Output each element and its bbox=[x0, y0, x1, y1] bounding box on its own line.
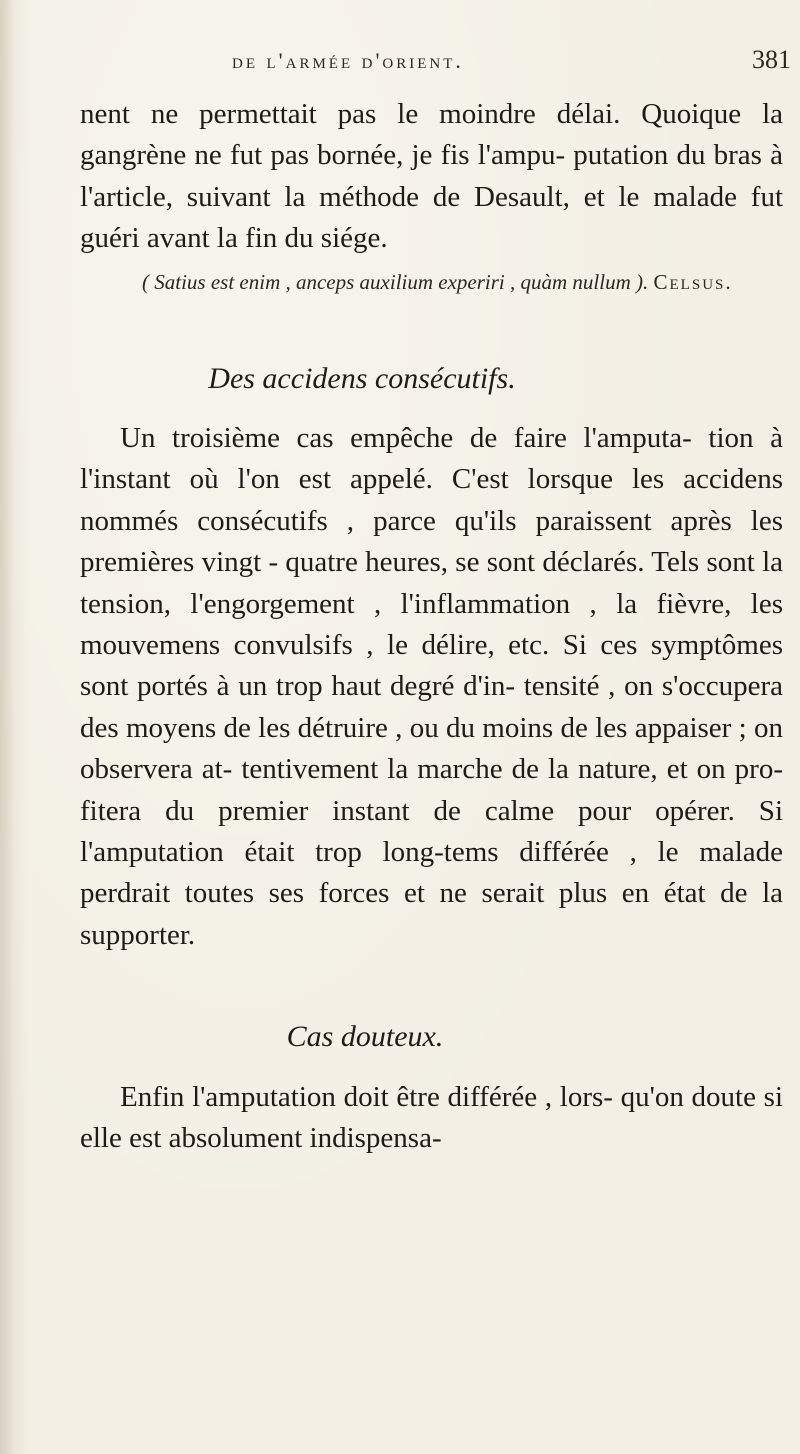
latin-quotation bbox=[142, 264, 742, 301]
page-gutter-shadow bbox=[0, 0, 14, 1454]
page-number: 381 bbox=[752, 45, 791, 74]
quotation-author: Celsus. bbox=[653, 270, 733, 294]
paragraph-cas-douteux bbox=[80, 1077, 783, 1160]
paragraph-continuation bbox=[80, 94, 783, 260]
section-heading-cas-douteux: Cas douteux. bbox=[286, 1020, 444, 1053]
paragraph-text: Un troisième cas empêche de faire l'amputa- tion à l'instant où l'on est appelé. C'est lorsque les accidens nommés consécutifs , parce qu'ils paraissent après les premières vingt - quatre heures, se sont déclarés. Tels sont la tension, l'engorgement , l'inflammation , la fièvre, les mouvemens convulsifs , le délire, etc. Si ces symptômes sont portés à un trop haut degré d'in- tensité , on s'occupera des moyens de les détruire , ou du moins de les appaiser ; on observera at- tentivement la marche de la nature, et on pro- fitera du premier instant de calme pour opérer. Si l'amputation était trop long-tems différée , le malade perdrait toutes ses forces et ne serait plus en état de la supporter. bbox=[80, 422, 783, 951]
section-heading-accidens: Des accidens consécutifs. bbox=[208, 362, 516, 395]
paragraph-text: nent ne permettait pas le moindre délai. Quoique la gangrène ne fut pas bornée, je fis l'ampu- putation du bras à l'article, suivant la méthode de Desault, et le malade fut guéri avant la fin du siége. bbox=[80, 98, 783, 255]
quotation-text: ( Satius est enim , anceps auxilium experiri , quàm nullum ). bbox=[142, 270, 649, 294]
running-head-title: de l'armée d'orient. bbox=[232, 48, 464, 73]
paragraph-accidens bbox=[80, 418, 783, 956]
paragraph-text: Enfin l'amputation doit être différée , lors- qu'on doute si elle est absolument indispensa- bbox=[80, 1081, 783, 1155]
